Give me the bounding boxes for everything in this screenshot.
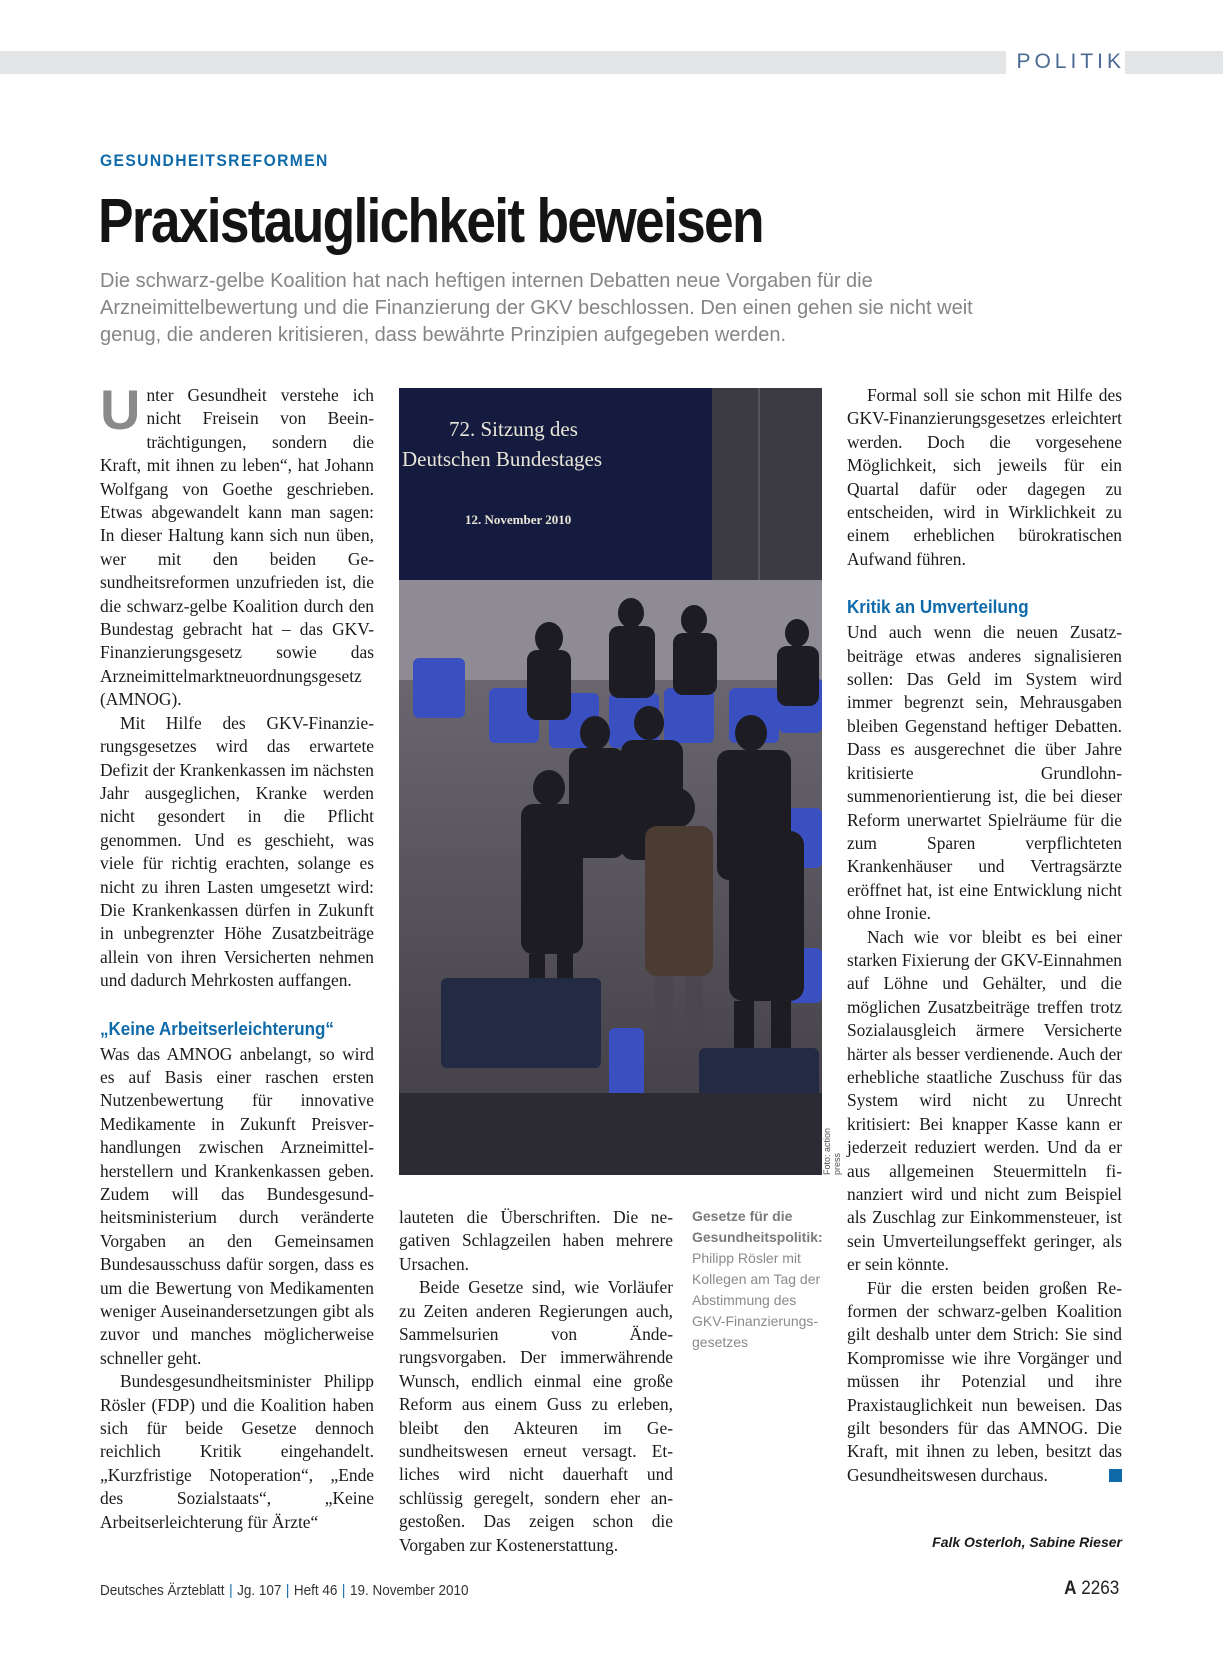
paragraph — [100, 378, 374, 712]
page-number-value: 2263 — [1080, 1578, 1119, 1599]
article-photo — [399, 388, 822, 1175]
paragraph — [847, 1277, 1122, 1488]
bundestag-photo — [399, 388, 822, 1175]
paragraph-text: nter Gesundheit verstehe ich nicht Freisein von Beeinträchtigungen, sondern die Kraft, mit ihnen zu leben“, hat Johann Wolfgang von Goethe geschrieben. Etwas abgewandelt kann man sagen: In dieser Haltung kann sich nun üben, wer mit den beiden Gesundheitsreformen unzufrieden ist, die die schwarz-gelbe Koalition durch den Bundestag gebracht hat – das GKV-Finanzierungsgesetz sowie das Arzneimittelmarktneuordnungsgesetz (AMNOG). — [100, 385, 374, 710]
end-mark-icon — [1109, 1469, 1122, 1482]
issue-date: 19. November 2010 — [349, 1582, 469, 1599]
photo-caption — [692, 1206, 832, 1353]
paragraph: Beide Gesetze sind, wie Vorläufer zu Zeiten anderen Regierungen auch, Sammelsurien von Änderungsvorgaben. Der immerwährende Wunsch, endlich einmal eine große Reform aus einem Guss zu erleben, bleibt den Akteuren im Gesundheitswesen erneut versagt. Etliches wird nicht dauerhaft und schlüssig geregelt, sondern eher angestoßen. Das zeigen schon die Vorgaben zur Kostenerstattung. — [399, 1277, 673, 1555]
paragraph-text: Für die ersten beiden großen Reformen der schwarz-gelben Koalition gilt deshalb unter dem Strich: Sie sind Kompromisse wie ihre Vorgänger und müssen ihr Potenzial und ihre Praxistauglichkeit nun beweisen. Das gilt besonders für das AMNOG. Die Kraft, mit ihnen zu leben, besitzt das Gesundheitswesen durchaus. — [847, 1277, 1122, 1485]
article-column-2 — [399, 1206, 673, 1557]
volume: Jg. 107 — [237, 1582, 282, 1599]
publication-name: Deutsches Ärzteblatt — [100, 1582, 225, 1599]
subheading: „Keine Arbeitserleichterung“ — [100, 1017, 334, 1039]
kicker: GESUNDHEITSREFORMEN — [100, 151, 329, 170]
paragraph: lauteten die Überschriften. Die negativen Schlagzeilen haben mehrere Ursachen. — [399, 1207, 673, 1274]
paragraph: Mit Hilfe des GKV-Finanzierungsgesetzes wird das erwartete Defizit der Krankenkassen im nächsten Jahr ausgeglichen, Kranke werden nicht gesondert in die Pflicht genommen. Und es geschieht, was viele für richtig erachten, solange es nicht zu ihren Lasten umgesetzt wird: Die Krankenkassen dürfen in Zukunft in unbegrenzter Höhe Zusatzbeiträge allein von ihren Versicherten nehmen und dadurch Mehrkosten auffangen. — [100, 712, 374, 991]
page-number — [1064, 1578, 1119, 1600]
headline: Praxistauglichkeit beweisen — [98, 187, 763, 256]
lead-paragraph: Die schwarz-gelbe Koalition hat nach heftigen internen Debatten neue Vorgaben für die Arzneimittelbewertung und die Finanzierung der GKV beschlossen. Den einen gehen sie nicht weit genug, die anderen kritisieren, dass bewährte Prinzipien aufgegeben werden. — [100, 270, 973, 346]
paragraph: Und auch wenn die neuen Zusatzbeiträge etwas anderes signalisieren sollen: Das Geld im System wird immer begrenzt sein, Mehrausgaben bleiben Gegenstand heftiger Debatten. Dass es ausgerechnet die über Jahre kritisierte Grundlohnsummenorientierung ist, die bei dieser Reform unerwartet Spielräume für die zum Sparen verpflichteten Krankenhäuser und Vertragsärzte eröffnet hat, ist eine Entwicklung nicht ohne Ironie. — [847, 622, 1122, 924]
paragraph: Bundesgesundheitsminister Philipp Rösler (FDP) und die Koalition haben sich für beide Gesetze dennoch reichlich Kritik eingehandelt. „Kurzfristige Notoperation“, „Ende des Sozialstaats“, „Keine Arbeitserleichterung für Ärzte“ — [100, 1371, 374, 1532]
article-column-3 — [847, 384, 1122, 1487]
caption-text: Philipp Rösler mit Kollegen am Tag der Abstimmung des GKV-Finanzierungsgesetzes — [692, 1250, 821, 1350]
paragraph: Nach wie vor bleibt es bei einer starken Fixierung der GKV-Einnahmen auf Löhne und Gehälter, und die möglichen Zusatzbeiträge treffen trotz Sozialausgleich ärmere Versicherte härter als besser verdienende. Auch der erhebliche staatliche Zuschuss für das System wird nicht zu Unrecht kritisiert: Bei knapper Kasse kann er jederzeit reduziert werden. Und da er aus allgemeinen Steuermitteln finanziert wird und nicht zum Beispiel als Zuschlag zur Einkommensteuer, ist sein Umverteilungseffekt geringer, als er sein könnte. — [847, 926, 1122, 1275]
section-label: POLITIK — [1006, 48, 1125, 76]
drop-cap: U — [100, 378, 141, 441]
subheading: Kritik an Umverteilung — [847, 596, 1029, 618]
issue: Heft 46 — [293, 1582, 338, 1599]
photo-credit: Foto: action press — [822, 1127, 842, 1175]
author-byline: Falk Osterloh, Sabine Rieser — [932, 1534, 1122, 1550]
screen-date: 12. November 2010 — [465, 512, 572, 527]
screen-title-line-1: 72. Sitzung des — [449, 417, 578, 441]
screen-title-line-2: Deutschen Bundestages — [402, 447, 603, 471]
paragraph: Was das AMNOG anbelangt, so wird es auf Basis einer raschen ersten Nutzenbewertung für innovative Medikamente in Zukunft Preisverhandlungen zwischen Arzneimittelherstellern und Krankenkassen geben. Zudem will das Bundesgesundheitsministerium durch veränderte Vorgaben an den Gemeinsamen Bundesausschuss dafür sorgen, dass es um die Bewertung von Medikamenten weniger Auseinandersetzungen gibt als zuvor und manches möglicherweise schneller geht. — [100, 1043, 374, 1368]
page-prefix: A — [1063, 1578, 1077, 1599]
article-column-1 — [100, 378, 374, 1534]
caption-title: Gesetze für die Gesundheitspolitik: — [692, 1208, 823, 1245]
paragraph: Formal soll sie schon mit Hilfe des GKV-Finanzierungsgesetzes erleichtert werden. Doch die vorgesehene Möglichkeit, sich jeweils für ein Quartal dafür oder dagegen zu entscheiden, wird in Wirklichkeit zu einem erheblichen bürokratischen Aufwand führen. — [847, 385, 1122, 569]
page-footer: Deutsches Ärzteblatt | Jg. 107 | Heft 46 | 19. November 2010 — [100, 1582, 469, 1599]
